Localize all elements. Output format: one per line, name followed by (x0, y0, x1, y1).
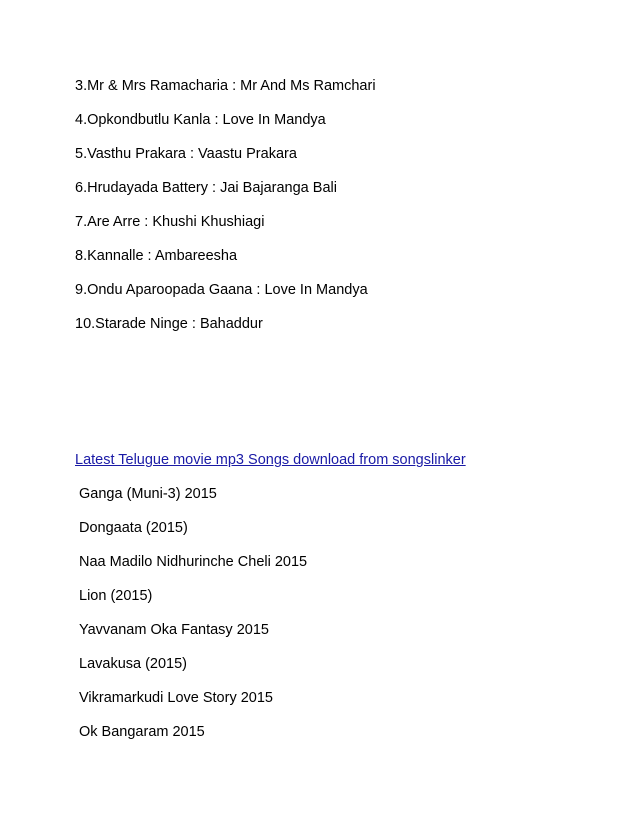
movie-line: Vikramarkudi Love Story 2015 (79, 690, 273, 706)
song-line: 5.Vasthu Prakara : Vaastu Prakara (75, 146, 297, 162)
song-line: 10.Starade Ninge : Bahaddur (75, 316, 263, 332)
telugu-movie-list (75, 484, 595, 756)
song-line: 8.Kannalle : Ambareesha (75, 248, 238, 264)
kannada-song-list (75, 76, 595, 348)
movie-line: Ganga (Muni-3) 2015 (79, 486, 217, 502)
movie-line: Lavakusa (2015) (79, 656, 188, 672)
movie-line: Yavvanam Oka Fantasy 2015 (79, 622, 269, 638)
movie-line: Naa Madilo Nidhurinche Cheli 2015 (79, 554, 308, 570)
song-line: 4.Opkondbutlu Kanla : Love In Mandya (75, 112, 326, 128)
movie-line: Lion (2015) (79, 588, 153, 604)
song-line: 6.Hrudayada Battery : Jai Bajaranga Bali (75, 180, 337, 196)
song-line: 3.Mr & Mrs Ramacharia : Mr And Ms Ramchari (75, 78, 376, 94)
telugu-songs-link[interactable]: Latest Telugue movie mp3 Songs download from songslinker (75, 452, 466, 468)
movie-line: Ok Bangaram 2015 (79, 724, 205, 740)
song-line: 9.Ondu Aparoopada Gaana : Love In Mandya (75, 282, 368, 298)
movie-line: Dongaata (2015) (79, 520, 188, 536)
telugu-section (75, 450, 595, 756)
song-line: 7.Are Arre : Khushi Khushiagi (75, 214, 265, 230)
